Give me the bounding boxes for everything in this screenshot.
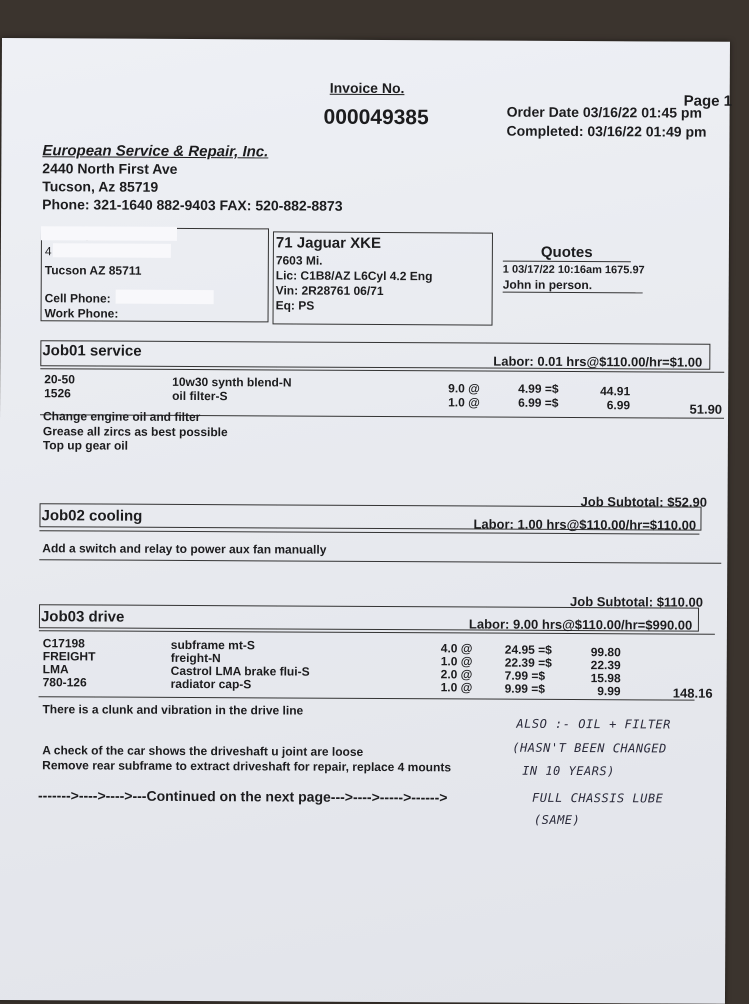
vehicle-mileage: 7603 Mi.: [275, 253, 323, 268]
part-desc: freight-N: [170, 650, 221, 666]
job02-note: Add a switch and relay to power aux fan manually: [42, 541, 327, 557]
customer-city: Tucson AZ 85711: [44, 263, 142, 278]
part-price: 6.99 =$: [518, 395, 559, 410]
shop-phone: Phone: 321-1640 882-9403 FAX: 520-882-8873: [42, 196, 343, 214]
part-desc: 10w30 synth blend-N: [172, 374, 292, 390]
handwritten-note: IN 10 YEARS): [522, 763, 615, 779]
part-qty: 9.0 @: [448, 381, 480, 396]
shop-name: European Service & Repair, Inc.: [42, 142, 269, 161]
part-price: 24.95 =$: [504, 642, 552, 657]
shop-address-2: Tucson, Az 85719: [42, 178, 159, 195]
part-code: LMA: [42, 662, 69, 677]
job03-note: There is a clunk and vibration in the drive line: [42, 702, 304, 718]
part-ext: 22.39: [590, 658, 621, 673]
handwritten-note: ALSO :- OIL + FILTER: [516, 716, 671, 732]
part-ext: 6.99: [606, 398, 631, 413]
job01-note: Grease all zircs as best possible: [42, 424, 228, 440]
job01-title: Job01 service: [42, 342, 142, 360]
order-date: Order Date 03/16/22 01:45 pm: [506, 103, 703, 121]
job03-labor: Labor: 9.00 hrs@$110.00/hr=$990.00: [468, 616, 693, 633]
part-desc: Castrol LMA brake flui-S: [170, 663, 310, 679]
job02-subtotal: Job Subtotal: $110.00: [570, 593, 704, 610]
job01-note: Change engine oil and filter: [42, 409, 201, 425]
part-price: 22.39 =$: [504, 655, 552, 670]
part-desc: subframe mt-S: [170, 637, 255, 653]
job02-labor: Labor: 1.00 hrs@$110.00/hr=$110.00: [473, 516, 697, 533]
quote-line-1: 1 03/17/22 10:16am 1675.97: [502, 263, 645, 277]
part-ext: 15.98: [590, 671, 621, 686]
part-ext: 99.80: [590, 645, 621, 660]
work-phone-label: Work Phone:: [44, 306, 119, 321]
quotes-rule: [503, 292, 643, 294]
invoice-number: 000049385: [323, 105, 429, 130]
quotes-rule: [503, 261, 631, 263]
part-price: 9.99 =$: [504, 681, 546, 696]
part-desc: radiator cap-S: [170, 676, 252, 692]
vehicle-license: Lic: C1B8/AZ L6Cyl 4.2 Eng: [275, 268, 433, 284]
part-qty: 1.0 @: [440, 654, 473, 669]
job03-title: Job03 drive: [40, 608, 125, 626]
part-code: 20-50: [44, 372, 75, 387]
job01-subtotal: Job Subtotal: $52.90: [580, 494, 708, 510]
part-price: 4.99 =$: [518, 381, 559, 396]
part-qty: 2.0 @: [440, 667, 473, 682]
page-number: Page 1: [683, 92, 733, 110]
handwritten-note: FULL CHASSIS LUBE: [531, 790, 664, 806]
cell-phone-label: Cell Phone:: [44, 291, 111, 306]
part-price: 7.99 =$: [504, 668, 546, 683]
invoice-label: Invoice No.: [329, 79, 405, 97]
quote-line-2: John in person.: [502, 277, 593, 293]
job03-note: A check of the car shows the driveshaft u joint are loose: [42, 743, 364, 759]
redaction: [53, 243, 171, 258]
job01-note: Top up gear oil: [42, 438, 129, 453]
vehicle-model: 71 Jaguar XKE: [275, 234, 382, 252]
job03-parts-total: 148.16: [672, 685, 713, 701]
customer-address: 4: [44, 244, 52, 259]
redaction: [116, 290, 214, 305]
vehicle-equipment: Eq: PS: [275, 298, 315, 313]
job03-note: Remove rear subframe to extract driveshaft for repair, replace 4 mounts: [42, 758, 452, 775]
vehicle-vin: Vin: 2R28761 06/71: [275, 283, 384, 299]
job02-title: Job02 cooling: [41, 507, 143, 525]
part-qty: 4.0 @: [440, 641, 473, 656]
job01-labor: Labor: 0.01 hrs@$110.00/hr=$1.00: [493, 353, 703, 370]
part-code: C17198: [42, 636, 85, 651]
part-desc: oil filter-S: [172, 388, 228, 404]
completed-date: Completed: 03/16/22 01:49 pm: [506, 122, 707, 140]
redaction: [41, 226, 177, 241]
continued-line: ------->---->---->---Continued on the next page--->---->----->------>: [37, 787, 448, 806]
shop-address-1: 2440 North First Ave: [42, 160, 178, 177]
invoice-paper: [0, 38, 733, 1004]
part-code: 1526: [44, 386, 71, 401]
handwritten-note: (SAME): [533, 812, 581, 828]
part-code: FREIGHT: [42, 649, 96, 664]
part-ext: 9.99: [597, 684, 621, 699]
job01-parts-total: 51.90: [689, 401, 723, 417]
job02-rule: [39, 559, 721, 564]
part-qty: 1.0 @: [440, 680, 473, 695]
part-code: 780-126: [42, 675, 87, 690]
part-ext: 44.91: [600, 384, 631, 399]
quotes-title: Quotes: [540, 243, 593, 262]
part-qty: 1.0 @: [448, 395, 480, 410]
handwritten-note: (HASN'T BEEN CHANGED: [512, 740, 667, 756]
